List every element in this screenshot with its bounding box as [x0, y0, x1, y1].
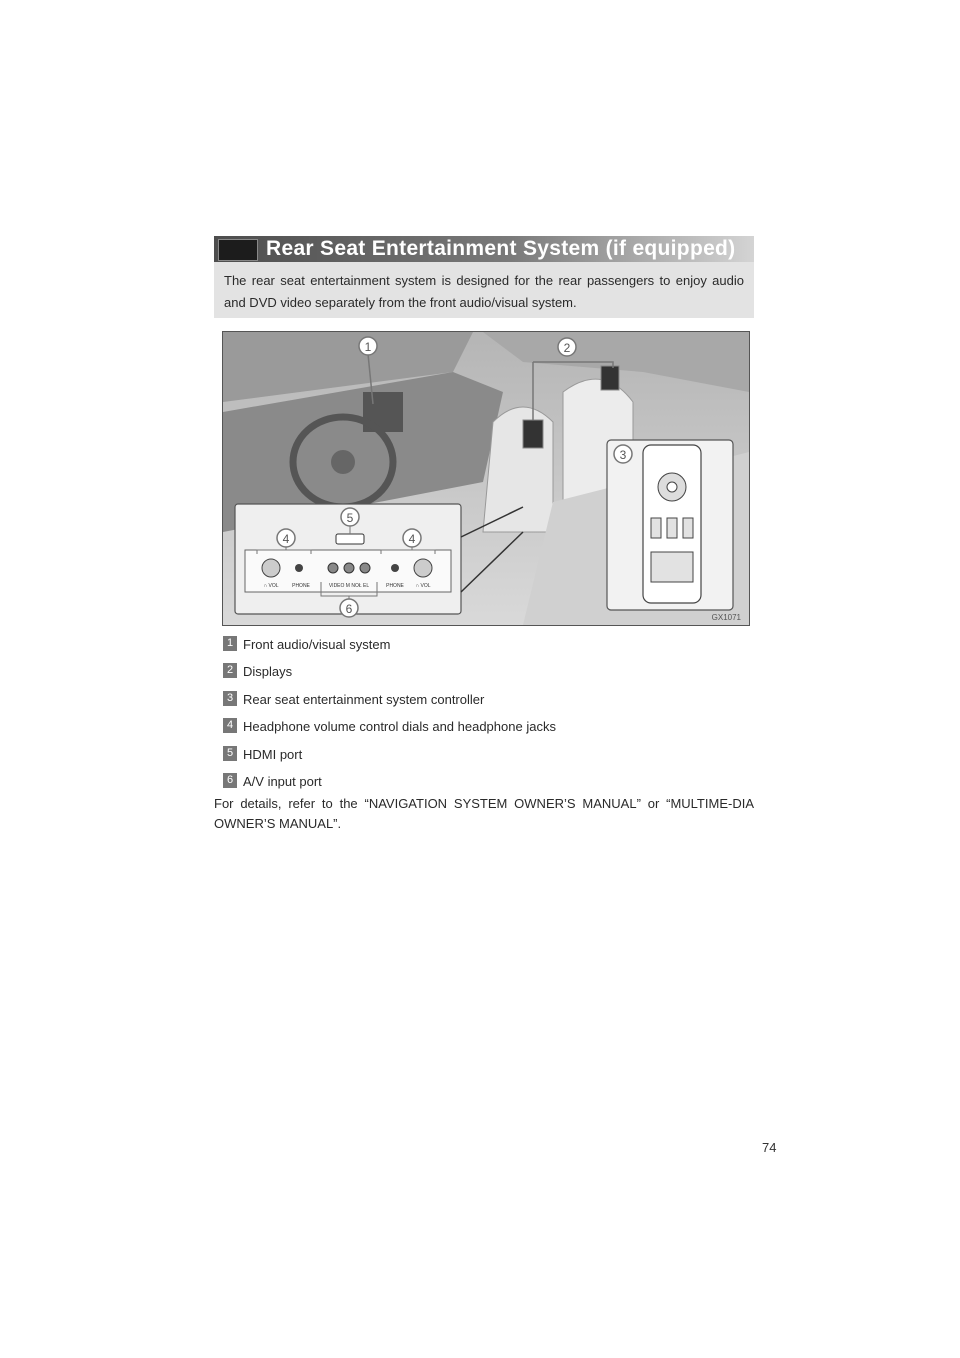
callout-6-label: 6 — [345, 602, 353, 616]
item-number: 1 — [223, 636, 237, 651]
item-label: Front audio/visual system — [243, 637, 391, 652]
callout-4-right-label: 4 — [408, 532, 416, 546]
callout-4-left-label: 4 — [282, 532, 290, 546]
display-left-shape — [523, 420, 543, 448]
phone-left-label: PHONE — [292, 583, 310, 589]
details-text: For details, refer to the “NAVIGATION SYSTEM OWNER’S MANUAL” or “MULTIME-DIA OWNER’S MANUAL”. — [214, 796, 754, 831]
item-label: HDMI port — [243, 746, 303, 762]
interior-illustration — [222, 331, 750, 626]
section-title: Rear Seat Entertainment System (if equipped) — [266, 237, 736, 260]
item-number: 5 — [223, 746, 237, 761]
volume-dial-left — [262, 559, 280, 577]
hdmi-port-shape — [336, 534, 364, 544]
item-number: 4 — [223, 718, 237, 733]
headphone-jack-right — [391, 564, 399, 572]
section-thumbnail-icon — [218, 239, 258, 261]
vol-left-label: ∩ VOL — [263, 583, 279, 589]
item-label: A/V input port — [243, 773, 322, 789]
display-right-shape — [601, 366, 619, 390]
intro-text: The rear seat entertainment system is designed for the rear passengers to enjoy audio and DVD video separately from the front audio/visual system. — [214, 262, 754, 318]
item-label: Displays — [243, 664, 293, 680]
callout-3-label: 3 — [619, 448, 627, 462]
item-number: 2 — [223, 663, 237, 678]
page-number: 74 — [762, 1140, 777, 1155]
figure-code: GX1071 — [711, 613, 741, 622]
volume-dial-right — [414, 559, 432, 577]
item-number: 6 — [223, 773, 237, 788]
item-label: Headphone volume control dials and headphone jacks — [243, 719, 556, 735]
av-label: VIDEO M NOŁ EL — [328, 583, 370, 589]
callout-5-label: 5 — [346, 511, 354, 525]
phone-right-label: PHONE — [386, 583, 404, 589]
vol-right-label: ∩ VOL — [415, 583, 431, 589]
item-number: 3 — [223, 691, 237, 706]
callout-2-label: 2 — [563, 341, 571, 355]
headphone-jack-left — [295, 564, 303, 572]
callout-1-label: 1 — [364, 340, 372, 354]
item-label: Rear seat entertainment system controller — [243, 691, 485, 707]
av-jack-video — [328, 563, 338, 573]
section-header — [214, 236, 754, 262]
av-jack-left — [344, 563, 354, 573]
av-jack-right — [360, 563, 370, 573]
